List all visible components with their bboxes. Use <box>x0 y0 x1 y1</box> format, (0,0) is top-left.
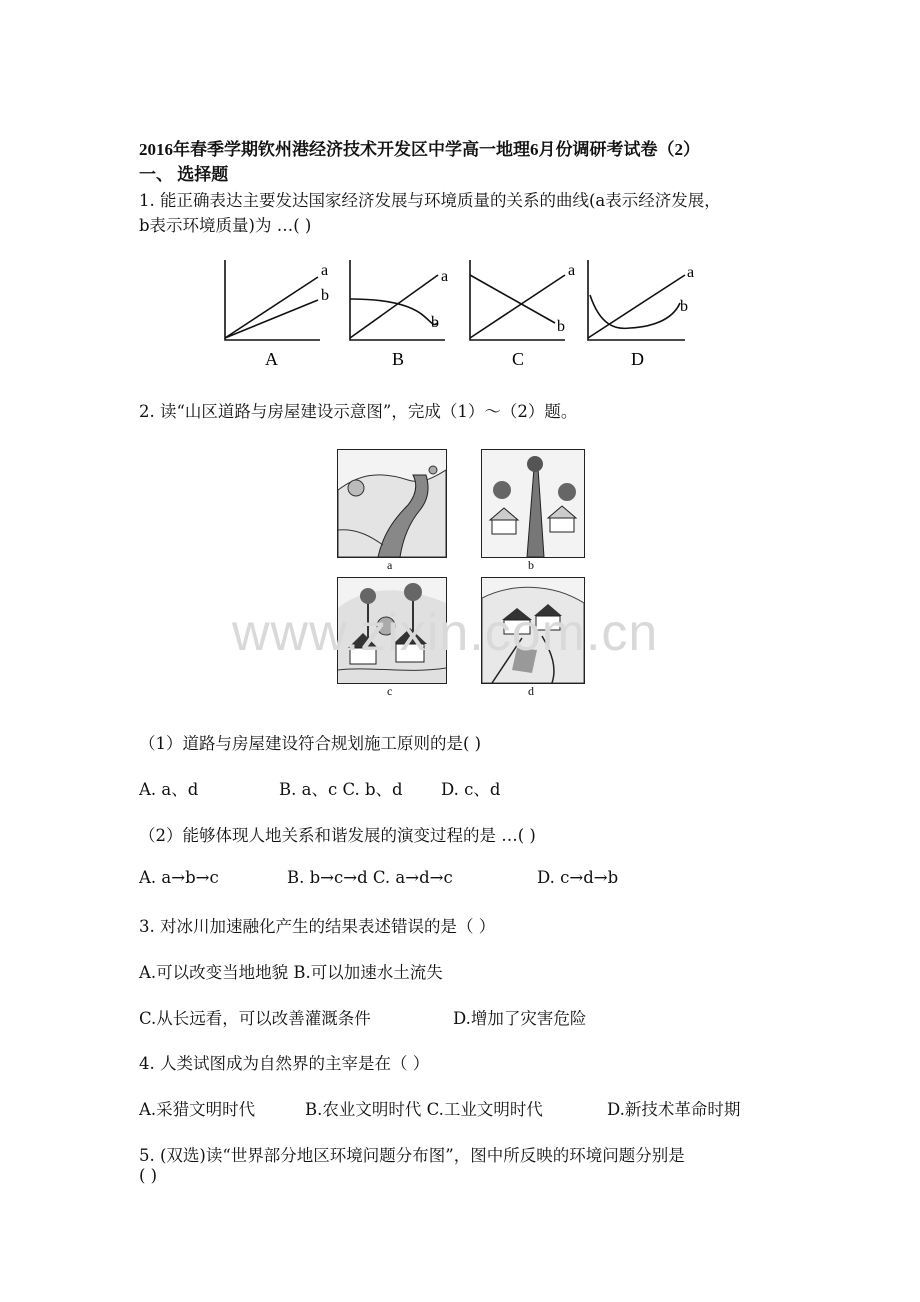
q2-stem: 2. 读“山区道路与房屋建设示意图”，完成（1）～（2）题。 <box>139 402 578 421</box>
graph-B-b-label: b <box>431 314 439 331</box>
q2-sub1-option-a[interactable]: A. a、d <box>139 780 199 799</box>
q2-sub2-option-bc[interactable]: B. b→c→d C. a→d→c <box>287 868 453 887</box>
graph-D-a-label: a <box>687 264 695 281</box>
q3-stem: 3. 对冰川加速融化产生的结果表述错误的是（ ） <box>139 917 496 936</box>
graph-B-label: B <box>392 349 405 369</box>
panel-a-label: a <box>387 558 393 572</box>
q4-options <box>139 1096 740 1120</box>
q2-sub1-option-d[interactable]: D. c、d <box>441 780 501 799</box>
graph-A-label: A <box>265 349 278 369</box>
graph-A <box>225 260 320 340</box>
q2-sub2-option-a[interactable]: A. a→b→c <box>139 868 219 887</box>
q3-option-d[interactable]: D.增加了灾害危险 <box>453 1009 587 1028</box>
graph-C <box>470 260 565 340</box>
q2-sub1-options <box>139 776 500 800</box>
q3-options-row1[interactable]: A.可以改变当地地貌 B.可以加速水土流失 <box>139 963 443 982</box>
graph-A-b-label: b <box>321 287 329 304</box>
graph-D <box>588 260 685 340</box>
q2-sub2: （2）能够体现人地关系和谐发展的演变过程的是 …( ) <box>139 826 536 845</box>
panel-b-illustration <box>481 449 585 558</box>
graph-D-b-label: b <box>680 298 688 315</box>
graph-C-label: C <box>512 349 525 369</box>
watermark: www.zixin.com.cn <box>232 604 659 662</box>
q3-options-row2 <box>139 1005 586 1029</box>
q4-stem: 4. 人类试图成为自然界的主宰是在（ ） <box>139 1054 430 1073</box>
panel-c-label: c <box>387 684 393 698</box>
panel-a-illustration <box>337 449 447 558</box>
q2-sub1-option-bc[interactable]: B. a、c C. b、d <box>279 780 403 799</box>
q1-stem-line2: b表示环境质量)为 …( ) <box>139 216 312 235</box>
q2-sub2-options <box>139 868 618 887</box>
q4-option-a[interactable]: A.采猎文明时代 <box>139 1100 256 1119</box>
q1-graphs <box>210 255 710 375</box>
panel-d-label: d <box>528 684 534 698</box>
q2-sub1: （1）道路与房屋建设符合规划施工原则的是( ) <box>139 734 482 753</box>
graph-C-a-label: a <box>568 262 576 279</box>
graph-C-b-label: b <box>557 318 565 335</box>
graph-A-a-label: a <box>321 262 329 279</box>
q3-option-c[interactable]: C.从长远看，可以改善灌溉条件 <box>139 1009 371 1028</box>
q4-option-bc[interactable]: B.农业文明时代 C.工业文明时代 <box>305 1100 543 1119</box>
graph-D-label: D <box>631 349 644 369</box>
q4-option-d[interactable]: D.新技术革命时期 <box>607 1100 741 1119</box>
q1-stem-line1: 1. 能正确表达主要发达国家经济发展与环境质量的关系的曲线(a表示经济发展， <box>139 191 721 210</box>
q2-sub2-option-d[interactable]: D. c→d→b <box>537 868 619 887</box>
graph-B-a-label: a <box>441 268 449 285</box>
exam-title: 2016年春季学期钦州港经济技术开发区中学高一地理6月份调研考试卷（2） <box>139 140 700 159</box>
section-heading: 一、 选择题 <box>139 165 229 184</box>
panel-b-label: b <box>528 558 534 572</box>
q5-stem-line1: 5. (双选)读“世界部分地区环境问题分布图”，图中所反映的环境问题分别是 <box>139 1146 685 1165</box>
q5-stem-line2: ( ) <box>139 1166 158 1185</box>
